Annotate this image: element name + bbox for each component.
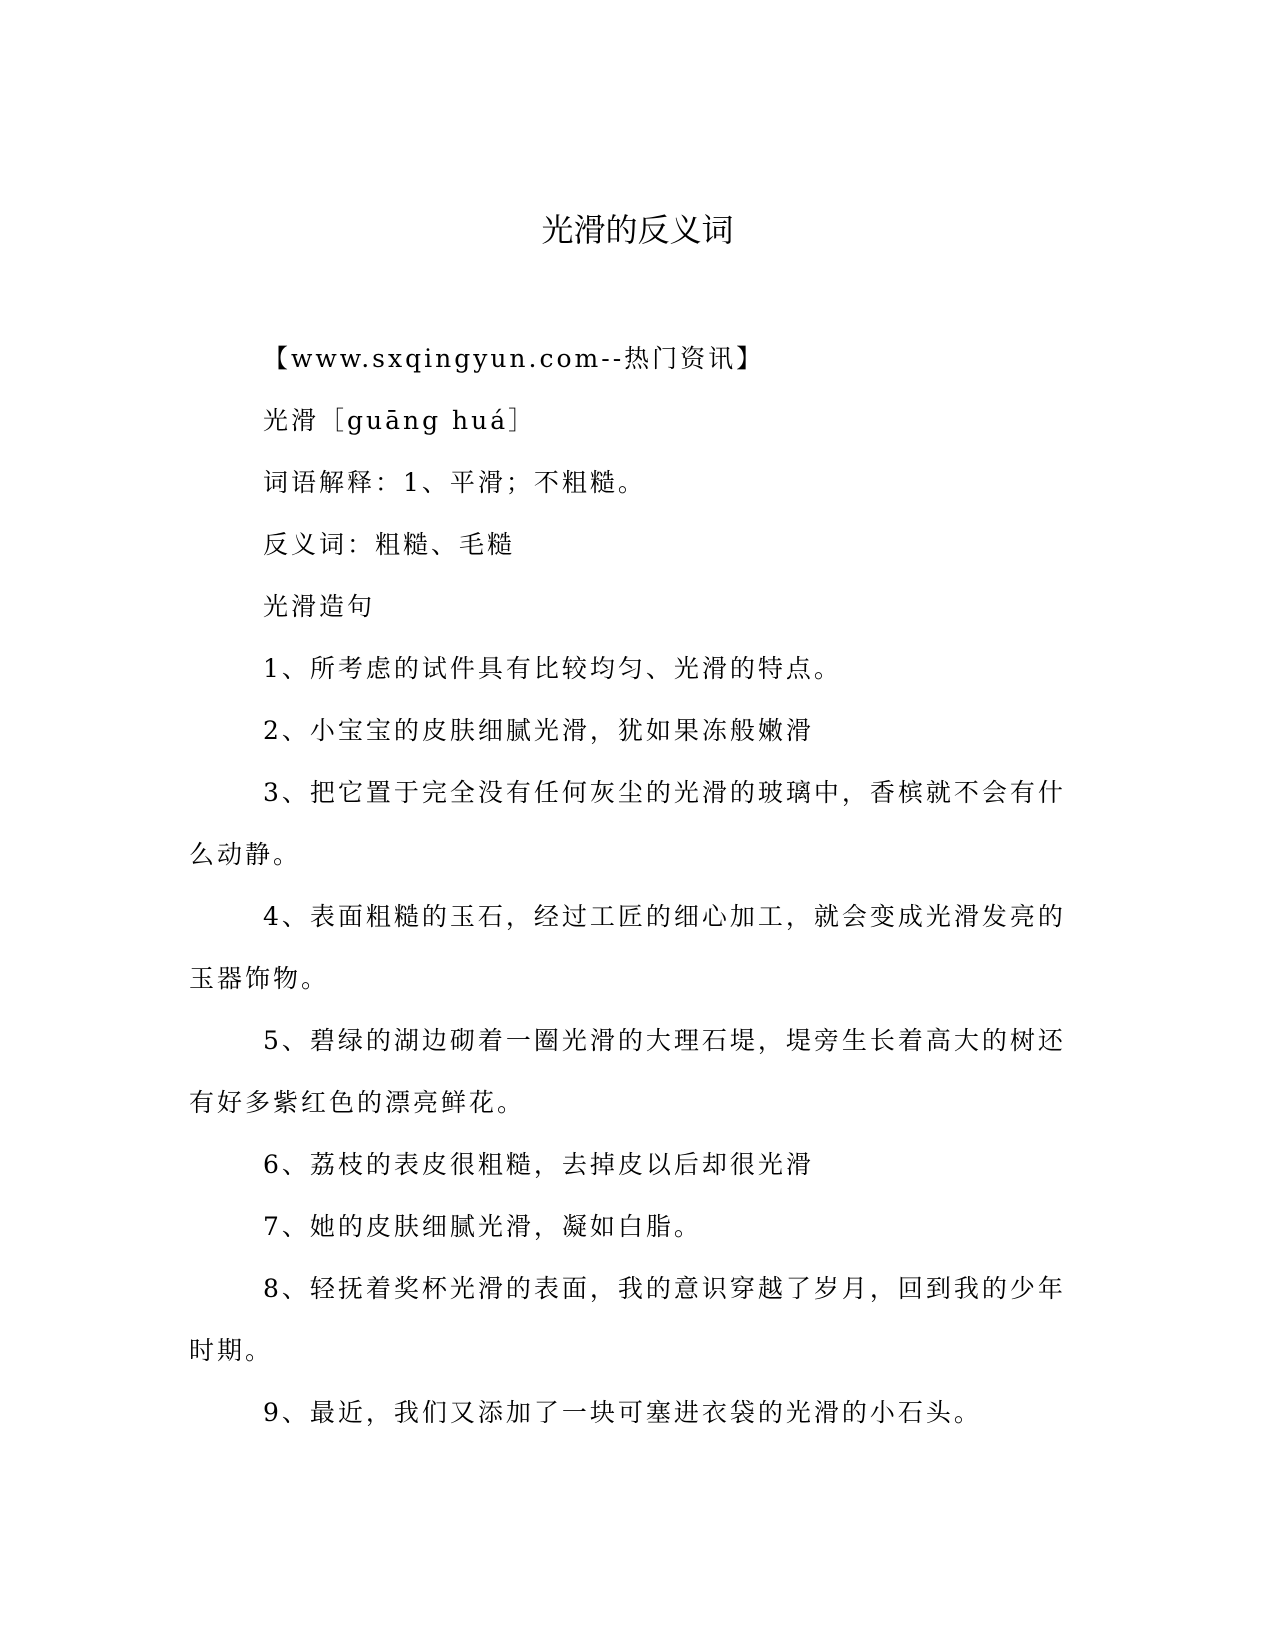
example-sentence: 4、表面粗糙的玉石，经过工匠的细心加工，就会变成光滑发亮的玉器饰物。: [189, 902, 1066, 993]
example-sentence: 6、荔枝的表皮很粗糙，去掉皮以后却很光滑: [263, 1150, 814, 1179]
example-sentence: 9、最近，我们又添加了一块可塞进衣袋的光滑的小石头。: [263, 1398, 982, 1427]
antonyms-line: 反义词：粗糙、毛糙: [263, 530, 516, 559]
page-title: 光滑的反义词: [541, 211, 734, 249]
example-sentence: 5、碧绿的湖边砌着一圈光滑的大理石堤，堤旁生长着高大的树还有好多紫红色的漂亮鲜花。: [189, 1026, 1066, 1117]
word-definition: 词语解释：1、平滑；不粗糙。: [263, 468, 646, 497]
example-sentence: 8、轻抚着奖杯光滑的表面，我的意识穿越了岁月，回到我的少年时期。: [189, 1274, 1066, 1365]
source-line: 【www.sxqingyun.com--热门资讯】: [263, 344, 765, 373]
document-body: [189, 328, 1069, 1444]
example-sentence: 1、所考虑的试件具有比较均匀、光滑的特点。: [263, 654, 842, 683]
example-sentence: 2、小宝宝的皮肤细腻光滑，犹如果冻般嫩滑: [263, 716, 814, 745]
section-heading: 光滑造句: [263, 592, 376, 621]
example-sentence: 7、她的皮肤细腻光滑，凝如白脂。: [263, 1212, 702, 1241]
word-pinyin: 光滑［guāng huá］: [263, 406, 537, 435]
example-sentence: 3、把它置于完全没有任何灰尘的光滑的玻璃中，香槟就不会有什么动静。: [189, 778, 1066, 869]
